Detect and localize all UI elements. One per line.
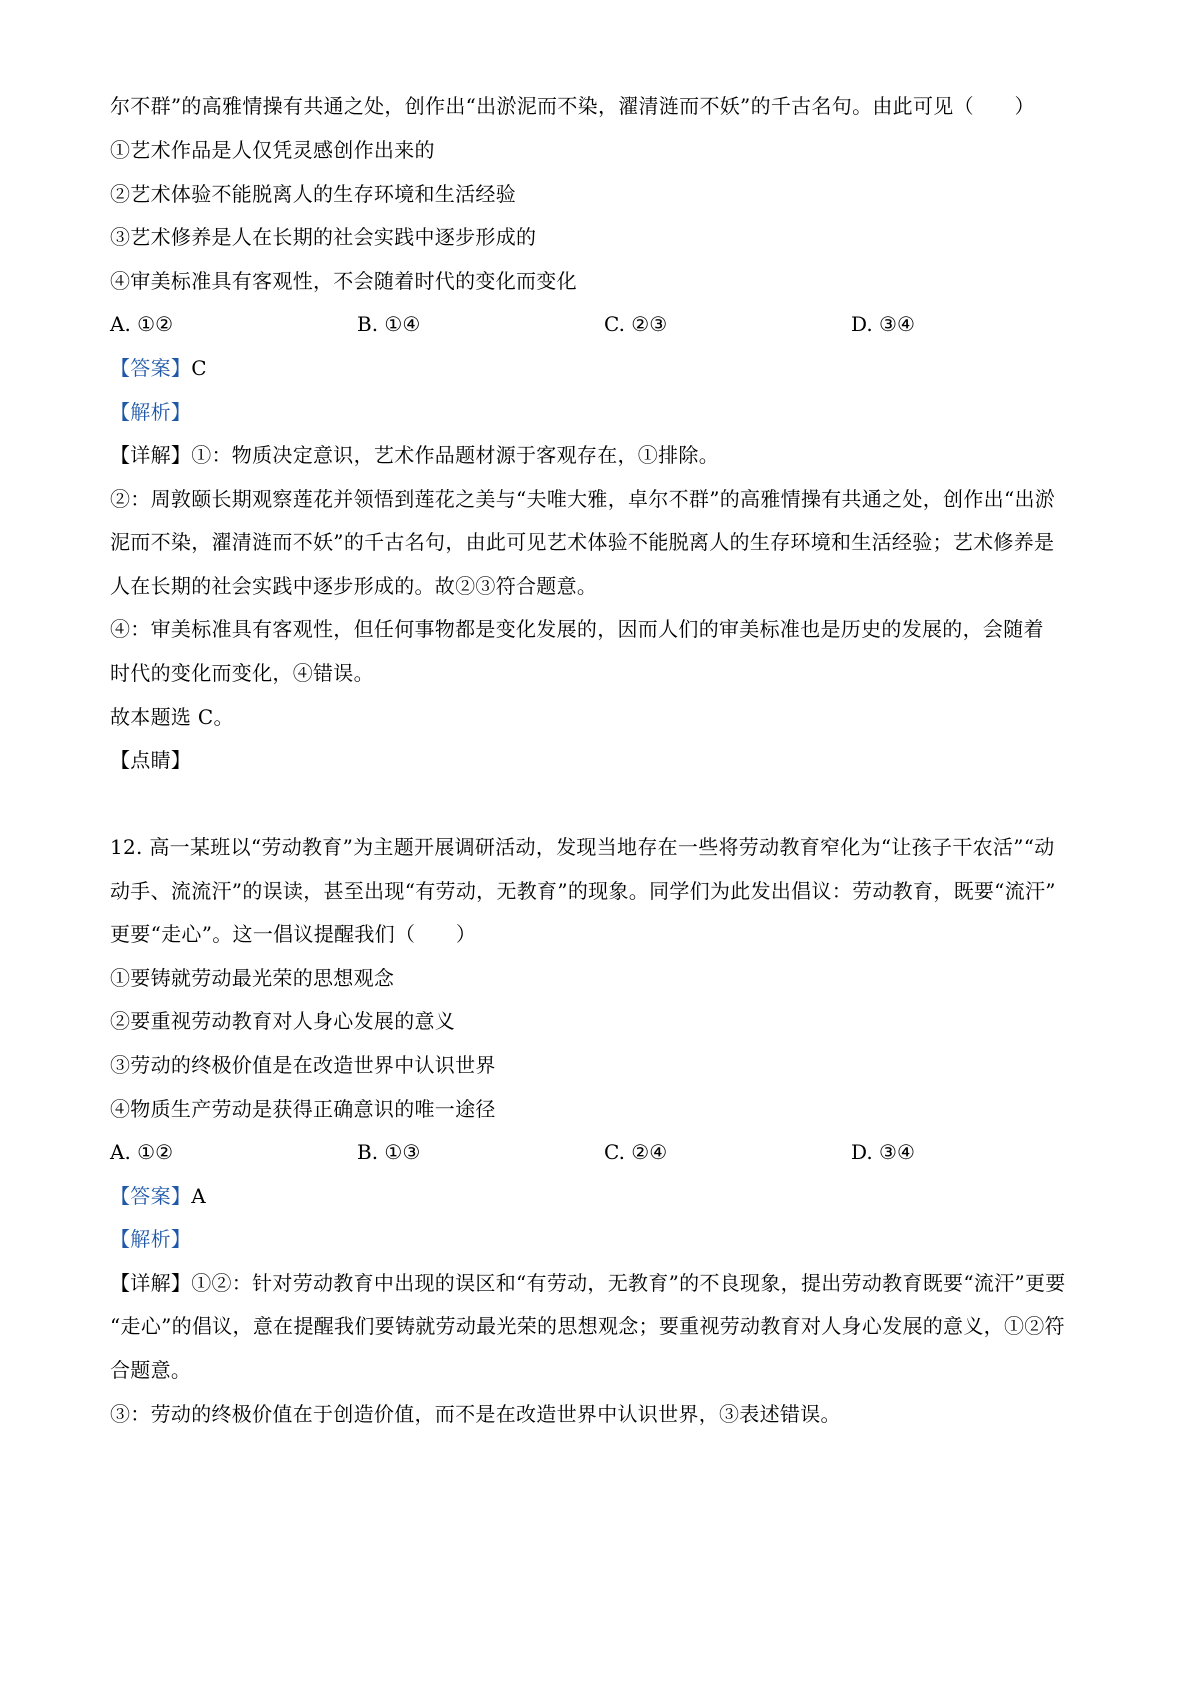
q12-answer: A <box>191 1184 206 1208</box>
q11-detail-2-c: 人在长期的社会实践中逐步形成的。故②③符合题意。 <box>110 574 598 598</box>
q12-option-d: D. ③④ <box>851 1140 915 1164</box>
q12-option-a: A. ①② <box>110 1140 174 1164</box>
q11-detail-1: ①：物质决定意识，艺术作品题材源于客观存在，①排除。 <box>191 443 720 467</box>
q11-statement-2: ②艺术体验不能脱离人的生存环境和生活经验 <box>110 182 516 206</box>
q11-analysis-line <box>110 398 1100 426</box>
q11-stem: 尔不群”的高雅情操有共通之处，创作出“出淤泥而不染，濯清涟而不妖”的千古名句。由此可见（ ） <box>110 94 1035 118</box>
q11-option-d: D. ③④ <box>851 312 915 336</box>
q11-option-c: C. ②③ <box>604 312 668 336</box>
q11-statement-3: ③艺术修养是人在长期的社会实践中逐步形成的 <box>110 225 537 249</box>
q12-analysis-line <box>110 1225 1100 1253</box>
q11-answer: C <box>191 356 207 380</box>
q11-option-b: B. ①④ <box>357 312 421 336</box>
q11-comment-tag: 【点睛】 <box>110 748 192 772</box>
q12-detail-1-a: ①②：针对劳动教育中出现的误区和“有劳动，无教育”的不良现象，提出劳动教育既要“流汗”更要 <box>191 1271 1066 1295</box>
q12-statement-2: ②要重视劳动教育对人身心发展的意义 <box>110 1009 456 1033</box>
q11-detail-line-1 <box>110 441 1100 469</box>
q12-analysis-tag: 【解析】 <box>110 1227 192 1251</box>
q11-options <box>110 310 1100 338</box>
q11-detail-tag: 【详解】 <box>110 443 192 467</box>
q12-detail-tag: 【详解】 <box>110 1271 192 1295</box>
q12-detail-line-1 <box>110 1269 1100 1297</box>
q12-option-b: B. ①③ <box>357 1140 421 1164</box>
q11-option-a: A. ①② <box>110 312 174 336</box>
q11-answer-tag: 【答案】 <box>110 356 192 380</box>
q12-answer-line <box>110 1182 1100 1210</box>
q12-stem-3: 更要“走心”。这一倡议提醒我们（ ） <box>110 922 477 946</box>
q12-statement-4: ④物质生产劳动是获得正确意识的唯一途径 <box>110 1097 496 1121</box>
q12-statement-3: ③劳动的终极价值是在改造世界中认识世界 <box>110 1053 496 1077</box>
q11-detail-3-a: ④：审美标准具有客观性，但任何事物都是变化发展的，因而人们的审美标准也是历史的发展的，会随着 <box>110 617 1044 641</box>
q11-detail-2-b: 泥而不染，濯清涟而不妖”的千古名句，由此可见艺术体验不能脱离人的生存环境和生活经验；艺术修养是 <box>110 530 1055 554</box>
q12-detail-1-b: “走心”的倡议，意在提醒我们要铸就劳动最光荣的思想观念；要重视劳动教育对人身心发展的意义，①②符 <box>110 1314 1065 1338</box>
q11-conclusion: 故本题选 C。 <box>110 705 234 729</box>
q12-detail-1-c: 合题意。 <box>110 1358 192 1382</box>
q11-answer-line <box>110 354 1100 382</box>
q12-answer-tag: 【答案】 <box>110 1184 192 1208</box>
q11-statement-4: ④审美标准具有客观性，不会随着时代的变化而变化 <box>110 269 577 293</box>
q12-options <box>110 1138 1100 1166</box>
q11-analysis-tag: 【解析】 <box>110 400 192 424</box>
q12-stem-2: 动手、流流汗”的误读，甚至出现“有劳动，无教育”的现象。同学们为此发出倡议：劳动教育，既要“流汗” <box>110 879 1056 903</box>
q11-statement-1: ①艺术作品是人仅凭灵感创作出来的 <box>110 138 435 162</box>
q12-detail-2: ③：劳动的终极价值在于创造价值，而不是在改造世界中认识世界，③表述错误。 <box>110 1402 841 1426</box>
q12-option-c: C. ②④ <box>604 1140 668 1164</box>
q11-detail-2-a: ②：周敦颐长期观察莲花并领悟到莲花之美与“夫唯大雅，卓尔不群”的高雅情操有共通之处，创作出“出淤 <box>110 487 1056 511</box>
q12-statement-1: ①要铸就劳动最光荣的思想观念 <box>110 966 395 990</box>
q11-detail-3-b: 时代的变化而变化，④错误。 <box>110 661 374 685</box>
q12-stem-1: 12. 高一某班以“劳动教育”为主题开展调研活动，发现当地存在一些将劳动教育窄化为“让孩子干农活”“动 <box>110 835 1055 859</box>
